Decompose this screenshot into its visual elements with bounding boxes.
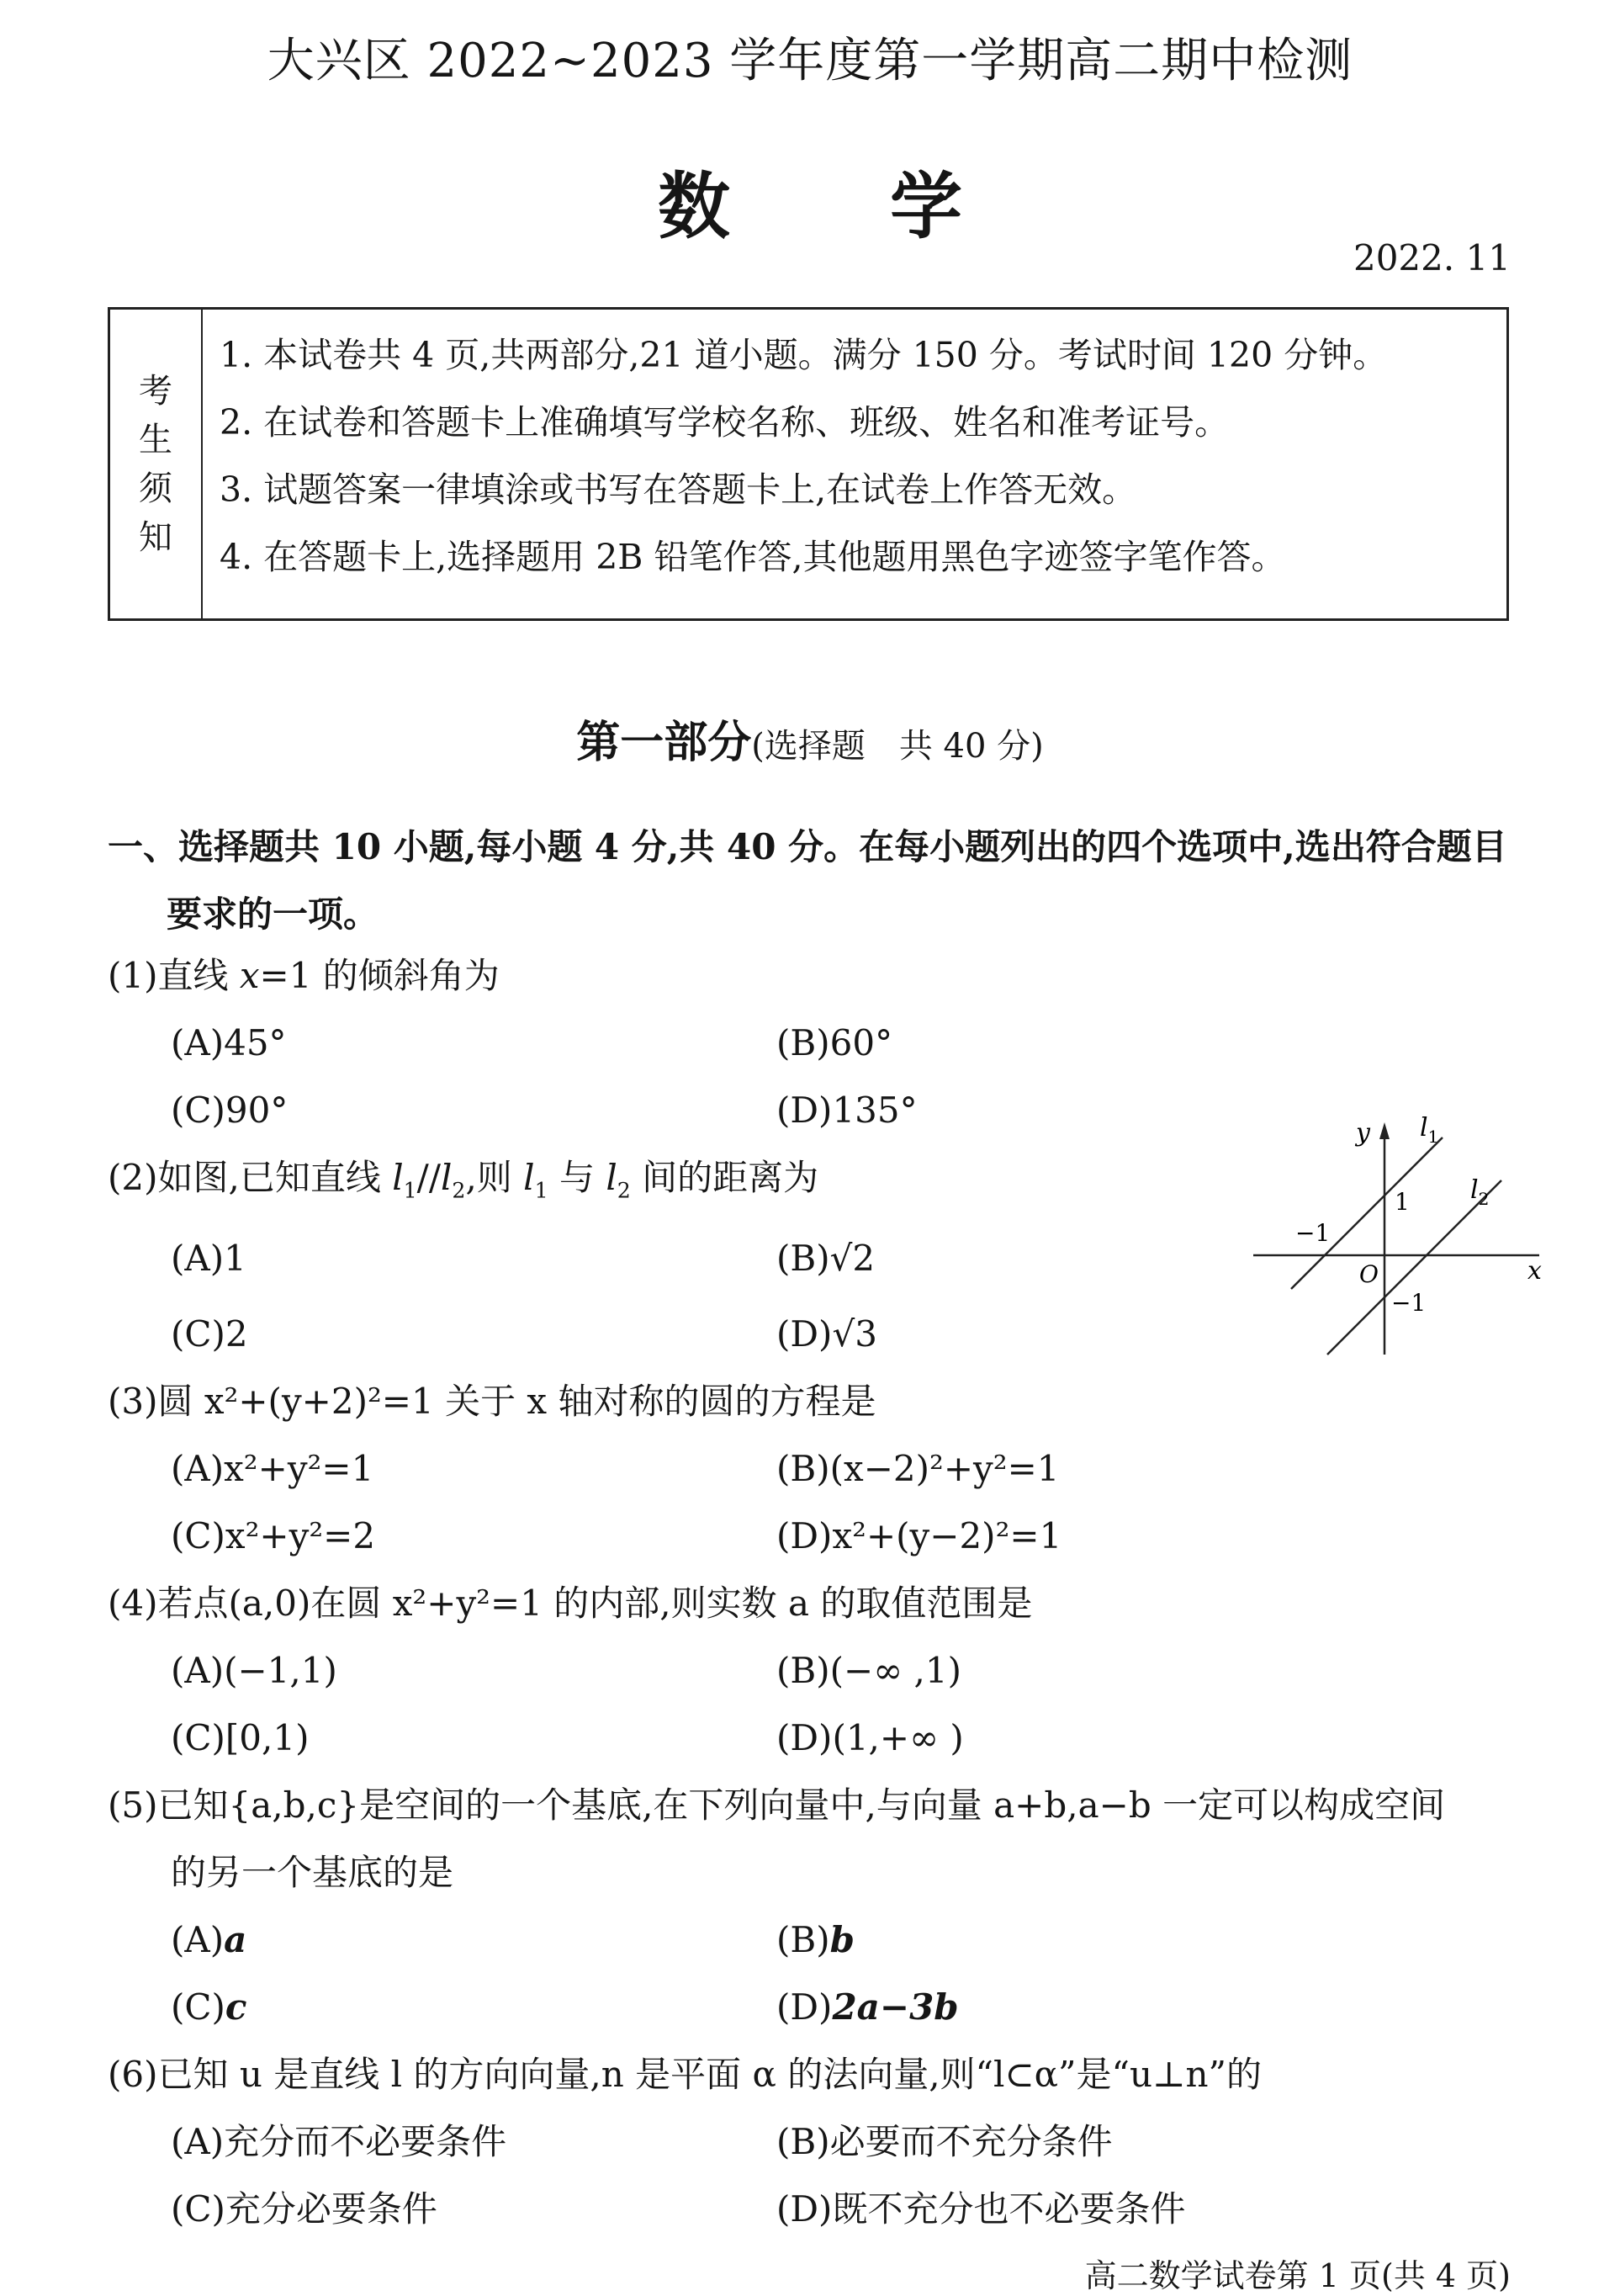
q3-option-a: (A)x²+y²=1 <box>171 1448 374 1489</box>
notice-item: 1. 本试卷共 4 页,共两部分,21 道小题。满分 150 分。考试时间 120 分钟。 <box>220 335 1388 375</box>
q2-option-d-value: √3 <box>832 1313 877 1355</box>
y-axis-arrow <box>1379 1122 1390 1139</box>
q1-option-b: (B)60° <box>776 1022 893 1063</box>
q5-option-b-prefix: (B) <box>776 1919 830 1960</box>
q5-option-c <box>171 1982 247 2033</box>
notice-label-char: 生 <box>139 420 172 459</box>
q2-figure <box>1253 1111 1556 1363</box>
part-title-main: 第一部分 <box>576 717 752 768</box>
q2-text: 与 <box>548 1157 606 1198</box>
q1-prefix: (1)直线 <box>108 955 240 996</box>
q1-option-a: (A)45° <box>171 1022 287 1063</box>
q2-sub: 1 <box>534 1178 548 1203</box>
q2-parallel: // <box>416 1157 441 1198</box>
q5-option-a-value: a <box>224 1919 247 1960</box>
q2-l: l <box>440 1157 453 1198</box>
notice-label-char: 知 <box>139 517 172 557</box>
q2-l: l <box>392 1157 404 1198</box>
q6-option-b: (B)必要而不充分条件 <box>776 2121 1113 2162</box>
exam-title: 大兴区 2022~2023 学年度第一学期高二期中检测 <box>267 34 1353 88</box>
notice-item: 2. 在试卷和答题卡上准确填写学校名称、班级、姓名和准考证号。 <box>220 402 1230 443</box>
x-axis-label: x <box>1527 1256 1542 1286</box>
y-neg1-label: −1 <box>1391 1289 1427 1317</box>
origin-label: O <box>1359 1260 1379 1288</box>
q2-text: ,则 <box>465 1157 524 1198</box>
notice-label-char: 考 <box>139 371 172 411</box>
q2-option-d <box>776 1309 877 1360</box>
q5-option-a <box>171 1915 246 1965</box>
notice-items <box>220 333 1387 602</box>
q6-option-d: (D)既不充分也不必要条件 <box>776 2188 1186 2230</box>
notice-box <box>108 307 1509 621</box>
q5-line1: (5)已知{a,b,c}是空间的一个基底,在下列向量中,与向量 a+b,a−b 一定可以构成空间 <box>108 1784 1446 1826</box>
question-3: (3)圆 x²+(y+2)²=1 关于 x 轴对称的圆的方程是 <box>108 1381 876 1422</box>
q4-option-b: (B)(−∞ ,1) <box>776 1650 962 1691</box>
q5-option-d <box>776 1982 959 2033</box>
question-6: (6)已知 u 是直线 l 的方向向量,n 是平面 α 的法向量,则“l⊂α”是“u⊥n”的 <box>108 2054 1263 2095</box>
q3-option-c: (C)x²+y²=2 <box>171 1515 376 1556</box>
part-title-sub: (选择题 共 40 分) <box>751 727 1044 766</box>
q2-option-a: (A)1 <box>171 1238 246 1279</box>
q5-option-b-value: b <box>829 1919 855 1960</box>
exam-date: 2022. 11 <box>1353 237 1511 278</box>
q3-option-d: (D)x²+(y−2)²=1 <box>776 1515 1062 1556</box>
q4-option-c: (C)[0,1) <box>171 1717 310 1758</box>
l2-label-sub: 2 <box>1478 1189 1490 1209</box>
notice-item: 3. 试题答案一律填涂或书写在答题卡上,在试卷上作答无效。 <box>220 469 1137 510</box>
q2-text: 间的距离为 <box>630 1157 819 1198</box>
q2-option-b-value: √2 <box>829 1238 876 1279</box>
q1-option-c: (C)90° <box>171 1090 289 1131</box>
q5-option-c-value: c <box>225 1986 247 2028</box>
l2-label-l: l <box>1470 1175 1479 1205</box>
q1-option-d: (D)135° <box>776 1090 918 1131</box>
y-pos1-label: 1 <box>1395 1188 1410 1216</box>
l1-label <box>1420 1113 1438 1147</box>
part-title <box>0 707 1620 770</box>
section-heading-line1: 一、选择题共 10 小题,每小题 4 分,共 40 分。在每小题列出的四个选项中,选出符合题目 <box>108 826 1507 867</box>
q5-option-d-value: 2a−3b <box>832 1986 959 2028</box>
notice-label-char: 须 <box>139 469 172 508</box>
page-footer: 高二数学试卷第 1 页(共 4 页) <box>1084 2257 1511 2294</box>
l1-label-sub: 1 <box>1427 1127 1439 1147</box>
q2-option-b <box>776 1233 875 1284</box>
q2-sub: 1 <box>403 1178 417 1203</box>
q2-option-c: (C)2 <box>171 1313 248 1355</box>
q2-l: l <box>523 1157 535 1198</box>
x-neg1-label: −1 <box>1295 1219 1331 1247</box>
notice-label <box>110 310 203 618</box>
q2-sub: 2 <box>452 1178 466 1203</box>
section-heading-line2: 要求的一项。 <box>167 893 379 935</box>
q5-line2: 的另一个基底的是 <box>171 1852 454 1893</box>
q2-l: l <box>606 1157 617 1198</box>
q2-option-b-prefix: (B) <box>776 1238 830 1279</box>
question-5 <box>108 1772 1521 1906</box>
q1-suffix: =1 的倾斜角为 <box>259 955 500 996</box>
q2-text: (2)如图,已知直线 <box>108 1157 393 1198</box>
q5-option-d-prefix: (D) <box>776 1986 833 2028</box>
section-heading <box>108 814 1521 948</box>
l1-label-l: l <box>1420 1113 1428 1143</box>
q4-option-d: (D)(1,+∞ ) <box>776 1717 964 1758</box>
q6-option-c: (C)充分必要条件 <box>171 2188 437 2230</box>
q2-sub: 2 <box>617 1178 631 1203</box>
q3-option-b: (B)(x−2)²+y²=1 <box>776 1448 1060 1489</box>
q1-var: x <box>239 955 260 996</box>
q4-option-a: (A)(−1,1) <box>171 1650 337 1691</box>
question-1 <box>108 951 500 1001</box>
l2-label <box>1470 1175 1489 1209</box>
line-l2 <box>1327 1180 1501 1355</box>
q5-option-a-prefix: (A) <box>171 1919 225 1960</box>
q6-option-a: (A)充分而不必要条件 <box>171 2121 507 2162</box>
q2-option-d-prefix: (D) <box>776 1313 833 1355</box>
subject-char-2: 学 <box>890 164 962 249</box>
y-axis-label: y <box>1356 1118 1370 1148</box>
q5-option-b <box>776 1915 855 1965</box>
question-4: (4)若点(a,0)在圆 x²+y²=1 的内部,则实数 a 的取值范围是 <box>108 1583 1033 1624</box>
subject-char-1: 数 <box>658 164 730 249</box>
notice-item: 4. 在答题卡上,选择题用 2B 铅笔作答,其他题用黑色字迹签字笔作答。 <box>220 537 1286 577</box>
question-2 <box>108 1153 818 1216</box>
q5-option-c-prefix: (C) <box>171 1986 225 2028</box>
